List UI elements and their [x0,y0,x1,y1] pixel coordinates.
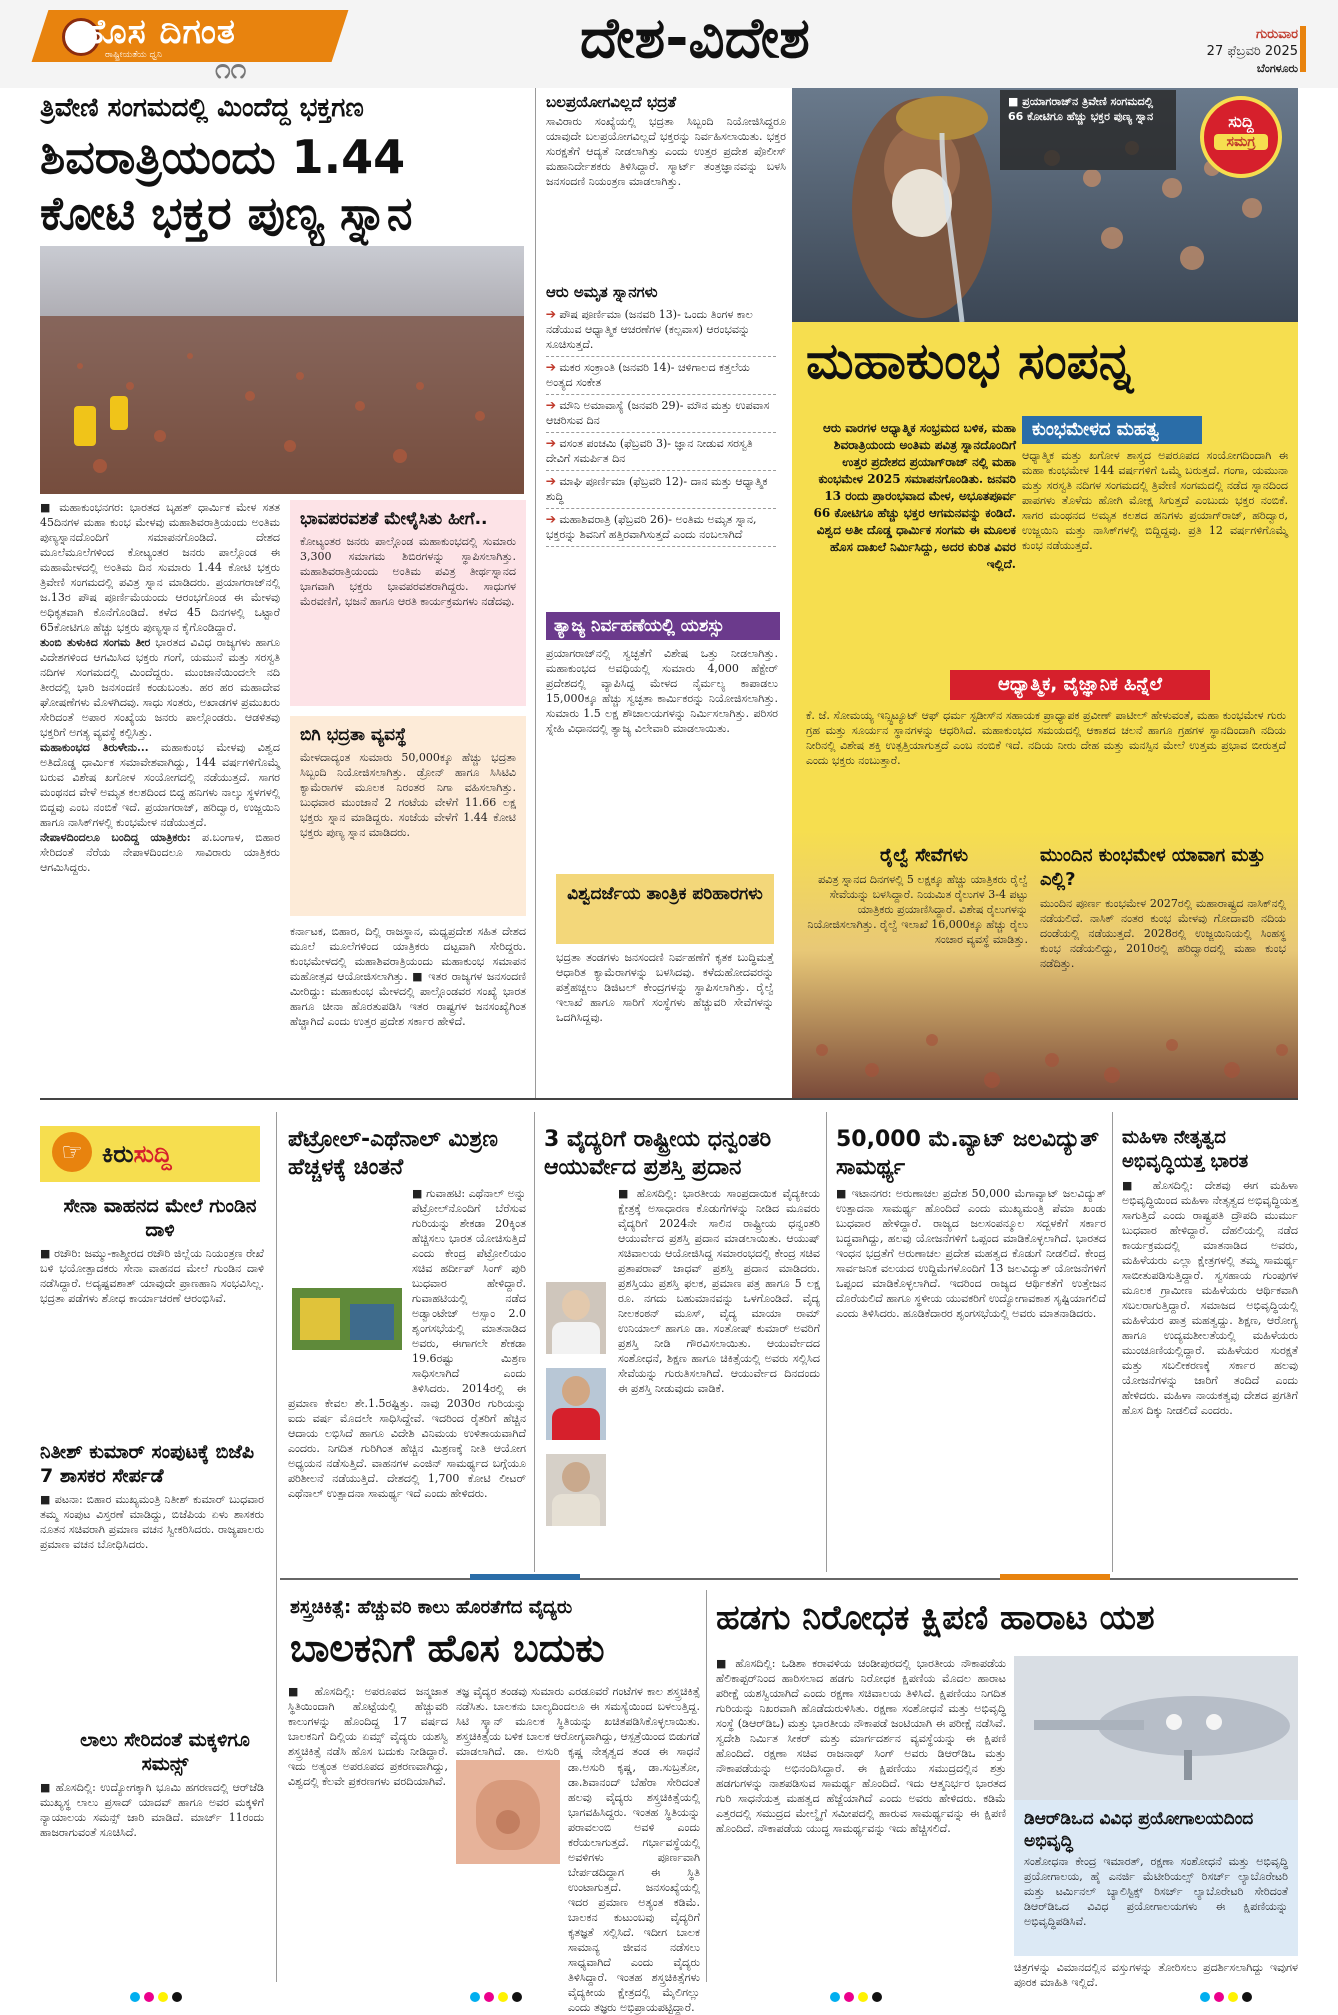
kiru-item-body: ■ ಪಟನಾ: ಬಿಹಾರ ಮುಖ್ಯಮಂತ್ರಿ ನಿತೀಶ್ ಕುಮಾರ್ ಬುಧವಾರ ತಮ್ಮ ಸಂಪುಟ ವಿಸ್ತರಣೆ ಮಾಡಿದ್ದು, ಬಿಜೆಪಿಯ ಏಳು ಶಾಸಕರು ನೂತನ ಸಚಿವರಾಗಿ ಪ್ರಮಾಣ ವಚನ ಸ್ವೀಕರಿಸಿದರು. ರಾಜ್ಯಪಾಲರು ಪ್ರಮಾಣ ವಚನ ಬೋಧಿಸಿದರು. [40,1493,264,1551]
petrol-body-text: ■ ಗುವಾಹಟಿ: ಎಥೆನಾಲ್ ಅನ್ನು ಪೆಟ್ರೋಲ್‌ನೊಂದಿಗೆ ಬೆರೆಸುವ ಗುರಿಯನ್ನು ಶೇಕಡಾ 20ಕ್ಕಿಂತ ಹೆಚ್ಚಿಸಲು ಭಾರತ ಯೋಚಿಸುತ್ತಿದೆ ಎಂದು ಕೇಂದ್ರ ಪೆಟ್ರೋಲಿಯಂ ಸಚಿವ ಹರ್ದೀಪ್ ಸಿಂಗ್ ಪುರಿ ಬುಧವಾರ ಹೇಳಿದ್ದಾರೆ. ಗುವಾಹಟಿಯಲ್ಲಿ ನಡೆದ ಅಡ್ವಾಂಟೇಜ್ ಅಸ್ಸಾಂ 2.0 ಶೃಂಗಸಭೆಯಲ್ಲಿ ಮಾತನಾಡಿದ ಅವರು, ಈಗಾಗಲೇ ಶೇಕಡಾ 19.6ರಷ್ಟು ಮಿಶ್ರಣ ಸಾಧಿಸಲಾಗಿದೆ ಎಂದು ತಿಳಿಸಿದರು. 2014ರಲ್ಲಿ ಈ ಪ್ರಮಾಣ ಕೇವಲ ಶೇ.1.5ರಷ್ಟಿತ್ತು. ನಾವು 2030ರ ಗುರಿಯನ್ನು ಐದು ವರ್ಷ ಮೊದಲೇ ಸಾಧಿಸಿದ್ದೇವೆ. ಇದರಿಂದ ರೈತರಿಗೆ ಹೆಚ್ಚಿನ ಆದಾಯ ಲಭಿಸಿದೆ ಹಾಗೂ ವಿದೇಶಿ ವಿನಿಮಯ ಉಳಿತಾಯವಾಗಿದೆ ಎಂದರು. ನಿಗದಿತ ಗುರಿಗಿಂತ ಹೆಚ್ಚಿನ ಮಿಶ್ರಣಕ್ಕೆ ನೀತಿ ಆಯೋಗ ಅಧ್ಯಯನ ನಡೆಸುತ್ತಿದೆ. ವಾಹನಗಳ ಎಂಜಿನ್ ಸಾಮರ್ಥ್ಯದ ಬಗ್ಗೆಯೂ ಪರಿಶೀಲನೆ ನಡೆಯುತ್ತಿದೆ. ದೇಶದಲ್ಲಿ 1,700 ಕೋಟಿ ಲೀಟರ್ ಎಥೆನಾಲ್ ಉತ್ಪಾದನಾ ಸಾಮರ್ಥ್ಯ ಇದೆ ಎಂದು ಹೇಳಿದರು. [288,1187,526,1500]
lead-kicker: ತ್ರಿವೇಣಿ ಸಂಗಮದಲ್ಲಿ ಮಿಂದೆದ್ದ ಭಕ್ತಗಣ [40,93,364,123]
page-number: ೧೧ [215,52,247,85]
dhanvantari-headline: 3 ವೈದ್ಯರಿಗೆ ರಾಷ್ಟ್ರೀಯ ಧನ್ವಂತರಿ ಆಯುರ್ವೇದ ಪ್ರಶಸ್ತಿ ಪ್ರದಾನ [544,1127,772,1180]
lead-body-1: ■ ಮಹಾಕುಂಭನಗರ: ಭಾರತದ ಬೃಹತ್ ಧಾರ್ಮಿಕ ಮೇಳ ಸತತ 45ದಿನಗಳ ಮಹಾ ಕುಂಭ ಮೇಳವು ಮಹಾಶಿವರಾತ್ರಿಯಂದು ಅಂತಿಮ ಪುಣ್ಯಸ್ನಾನದೊಂದಿಗೆ ಸಮಾಪನಗೊಂಡಿದೆ. ದೇಶದ ಮೂಲೆಮೂಲೆಗಳಿಂದ ಕೋಟ್ಯಂತರ ಜನರು ಪಾಲ್ಗೊಂಡ ಈ ಮಹಾಮೇಳದಲ್ಲಿ ಅಂತಿಮ ದಿನ ಸುಮಾರು 1.44 ಕೋಟಿ ಭಕ್ತರು ತ್ರಿವೇಣಿ ಸಂಗಮದಲ್ಲಿ ಪವಿತ್ರ ಸ್ನಾನ ಮಾಡಿದರು. ಪ್ರಯಾಗರಾಜ್‌ನಲ್ಲಿ ಜ.13ರ ಪೌಷ ಪೂರ್ಣಿಮೆಯಂದು ಆರಂಭಗೊಂಡ ಈ ಮೇಳವು ಅಧಿಕೃತವಾಗಿ ಕೊನೆಗೊಂಡಿದೆ. ಕಳೆದ 45 ದಿನಗಳಲ್ಲಿ ಒಟ್ಟಾರೆ 65ಕೋಟಿಗೂ ಹೆಚ್ಚು ಭಕ್ತರು ಪುಣ್ಯಸ್ನಾನ ಕೈಗೊಂಡಿದ್ದಾರೆ. [40,501,280,634]
awardee-photo [546,1454,606,1526]
baths-list [546,304,776,547]
emotion-box-body: ಕೋಟ್ಯಂತರ ಜನರು ಪಾಲ್ಗೊಂಡ ಮಹಾಕುಂಭದಲ್ಲಿ ಸುಮಾರು 3,300 ಸಮಾಗಮ ಶಿಬಿರಗಳನ್ನು ಸ್ಥಾಪಿಸಲಾಗಿತ್ತು. ಮಹಾಶಿವರಾತ್ರಿಯಂದು ಅಂತಿಮ ಪವಿತ್ರ ತೀರ್ಥಸ್ನಾನದ ಭಾಗವಾಗಿ ಭಕ್ತರು ಭಾವಪರವಶರಾಗಿದ್ದರು. ಸಾಧುಗಳ ಮೆರವಣಿಗೆ, ಭಜನೆ ಹಾಗೂ ಆರತಿ ಕಾರ್ಯಕ್ರಮಗಳು ನಡೆದವು. [300,535,516,608]
registration-marks [470,1992,522,2002]
kiru-item-title: ಸೇನಾ ವಾಹನದ ಮೇಲೆ ಗುಂಡಿನ ದಾಳಿ [63,1195,257,1241]
helicopter-image [1014,1656,1298,1800]
photo-wrap-spacer [288,1286,406,1390]
dhanvantari-body-text: ■ ಹೊಸದಿಲ್ಲಿ: ಭಾರತೀಯ ಸಾಂಪ್ರದಾಯಿಕ ವೈದ್ಯಕೀಯ ಕ್ಷೇತ್ರಕ್ಕೆ ಅಸಾಧಾರಣ ಕೊಡುಗೆಗಳನ್ನು ನೀಡಿದ ಮೂವರು ವೈದ್ಯರಿಗೆ 2024ನೇ ಸಾಲಿನ ರಾಷ್ಟ್ರೀಯ ಧನ್ವಂತರಿ ಆಯುರ್ವೇದ ಪ್ರಶಸ್ತಿ ಪ್ರದಾನ ಮಾಡಲಾಯಿತು. ಆಯುಷ್ ಸಚಿವಾಲಯ ಆಯೋಜಿಸಿದ್ದ ಸಮಾರಂಭದಲ್ಲಿ ಕೇಂದ್ರ ಸಚಿವ ಪ್ರತಾಪರಾವ್ ಜಾಧವ್ ಪ್ರಶಸ್ತಿ ಪ್ರದಾನ ಮಾಡಿದರು. ಪ್ರಶಸ್ತಿಯು ಪ್ರಶಸ್ತಿ ಫಲಕ, ಪ್ರಮಾಣ ಪತ್ರ ಹಾಗೂ 5 ಲಕ್ಷ ರೂ. ನಗದು ಬಹುಮಾನವನ್ನು ಒಳಗೊಂಡಿದೆ. ವೈದ್ಯ ನೀಲಕಂಠನ್ ಮೂಸ್, ವೈದ್ಯ ಮಾಯಾ ರಾಮ್ ಉನಿಯಾಲ್ ಹಾಗೂ ಡಾ. ಸಂತೋಷ್ ಕುಮಾರ್ ಅವರಿಗೆ ಪ್ರಶಸ್ತಿ ನೀಡಿ ಗೌರವಿಸಲಾಯಿತು. ಆಯುರ್ವೇದದ ಸಂಶೋಧನೆ, ಶಿಕ್ಷಣ ಹಾಗೂ ಚಿಕಿತ್ಸೆಯಲ್ಲಿ ಅವರು ಸಲ್ಲಿಸಿದ ಸೇವೆಯನ್ನು ಗುರುತಿಸಲಾಗಿದೆ. ಆಯುರ್ವೇದ ದಿನದಂದು ಈ ಪ್ರಶಸ್ತಿ ನೀಡುವುದು ವಾಡಿಕೆ. [618,1187,820,1395]
awardee-photo [546,1368,606,1440]
lead-body-4: ಪ.ಬಂಗಾಳ, ಬಿಹಾರ ಸೇರಿದಂತೆ ನೆರೆಯ ನೇಪಾಳದಿಂದಲೂ ಸಾವಿರಾರು ಯಾತ್ರಿಕರು ಆಗಮಿಸಿದ್ದರು. [40,831,281,874]
lead-headline-line1: ಶಿವರಾತ್ರಿಯಂದು 1.44 [40,130,406,184]
masthead-accent [1300,26,1306,72]
force-title: ಬಲಪ್ರಯೋಗವಿಲ್ಲದೆ ಭದ್ರತೆ [546,93,677,111]
surgery-headline: ಬಾಲಕನಿಗೆ ಹೊಸ ಬದುಕು [290,1626,605,1670]
column-rule [535,88,536,1098]
bath-item-text: ಮಾಘಿ ಪೂರ್ಣಿಮಾ (ಫೆಬ್ರವರಿ 12)- ದಾನ ಮತ್ತು ಆಧ್ಯಾತ್ಮಿಕ ಶುದ್ಧಿ [546,475,768,503]
lead-subhead-2: ಮಹಾಕುಂಭದ ತಿರುಳೇನು... [40,741,149,754]
col2-bottom-text: ಕರ್ನಾಟಕ, ಬಿಹಾರ, ದಿಲ್ಲಿ ರಾಜಸ್ಥಾನ, ಮಧ್ಯಪ್ರದೇಶ ಸಹಿತ ದೇಶದ ಮೂಲೆ ಮೂಲೆಗಳಿಂದ ಯಾತ್ರಿಕರು ದಟ್ಟವಾಗಿ ಸೇರಿದ್ದರು. ಕುಂಭಮೇಳದಲ್ಲಿ ಮಹಾಶಿವರಾತ್ರಿಯಂದು ಮಹಾಕುಂಭ ಸಮಾಪನ ಮಹೋತ್ಸವ ಆಯೋಜಿಸಲಾಗಿತ್ತು. ■ ಇತರ ರಾಜ್ಯಗಳ ಜನಸಂದಣಿ ಮೀರಿದ್ದು: ಮಹಾಕುಂಭ ಮೇಳದಲ್ಲಿ ಪಾಲ್ಗೊಂಡವರ ಸಂಖ್ಯೆ ಭಾರತ ಹಾಗೂ ಚೀನಾ ಹೊರತುಪಡಿಸಿ ಇತರ ರಾಷ್ಟ್ರಗಳ ಜನಸಂಖ್ಯೆಗಿಂತ ಹೆಚ್ಚಾಗಿದೆ ಎಂದು ಉತ್ತರ ಪ್ರದೇಶ ಸರ್ಕಾರ ಹೇಳಿದೆ. [290,925,526,1028]
security-box-title: ಬಿಗಿ ಭದ್ರತಾ ವ್ಯವಸ್ಥೆ [300,725,407,745]
sudhi-samagra-badge [1200,96,1282,178]
bath-item: ➔ ವಸಂತ ಪಂಚಮಿ (ಫೆಬ್ರವರಿ 3)- ಜ್ಞಾನ ನೀಡುವ ಸರಸ್ವತಿ ದೇವಿಗೆ ಸಮರ್ಪಿತ ದಿನ [546,433,776,471]
drdo-title: ಡಿಆರ್‌ಡಿಒದ ವಿವಿಧ ಪ್ರಯೋಗಾಲಯದಿಂದ ಅಭಿವೃದ್ಧಿ [1024,1809,1254,1851]
newspaper-logo: ಹೊಸ ದಿಗಂತ [80,12,236,52]
dateline-city: ಬೆಂಗಳೂರು [1256,62,1298,75]
crowd-photo [40,246,524,494]
kumbh-headline: ಮಹಾಕುಂಭ ಸಂಪನ್ನ [806,332,1134,390]
bath-item: ➔ ಮಕರ ಸಂಕ್ರಾಂತಿ (ಜನವರಿ 14)- ಚಳಿಗಾಲದ ಕತ್ತಲೆಯ ಅಂತ್ಯದ ಸಂಕೇತ [546,357,776,395]
bath-item-text: ಮಕರ ಸಂಕ್ರಾಂತಿ (ಜನವರಿ 14)- ಚಳಿಗಾಲದ ಕತ್ತಲೆಯ ಅಂತ್ಯದ ಸಂಕೇತ [546,361,750,389]
waste-title: ತ್ಯಾಜ್ಯ ನಿರ್ವಹಣೆಯಲ್ಲಿ ಯಶಸ್ಸು [546,612,780,640]
emotion-box-title: ಭಾವಪರವಶತೆ ಮೇಳೈಸಿತು ಹೀಗೆ.. [300,509,488,529]
dateline-date: 27 ಫೆಬ್ರವರಿ 2025 [1206,44,1298,59]
next-kumbh-title: ಮುಂದಿನ ಕುಂಭಮೇಳ ಯಾವಾಗ ಮತ್ತು ಎಲ್ಲಿ? [1040,845,1266,890]
bath-item-text: ಮಹಾಶಿವರಾತ್ರಿ (ಫೆಬ್ರವರಿ 26)- ಅಂತಿಮ ಅಮೃತ ಸ್ನಾನ, ಭಕ್ತರನ್ನು ಶಿವನಿಗೆ ಹತ್ತಿರವಾಗಿಸುತ್ತದೆ ಎಂದು ನಂಬಲಾಗಿದೆ [546,513,757,541]
section-divider [40,1098,1298,1100]
kiru-suddi-banner [40,1126,260,1182]
science-title: ಆಧ್ಯಾತ್ಮಿಕ, ವೈಜ್ಞಾನಿಕ ಹಿನ್ನೆಲೆ [950,670,1210,700]
section-title: ದೇಶ-ವಿದೇಶ [580,6,810,71]
missile-footer: ಚಿತ್ರಗಳನ್ನು ವಿಮಾನದಲ್ಲಿನ ವಸ್ತುಗಳನ್ನು ತೋರಿಸಲು ಪ್ರದರ್ಶಿಸಲಾಗಿದ್ದು ಇವುಗಳ ಪೂರಕ ಮಾಹಿತಿ ಇಲ್ಲಿದೆ. [1014,1961,1298,1989]
column-rule [276,1112,277,1982]
lead-body-2: ಭಾರತದ ವಿವಿಧ ರಾಜ್ಯಗಳು ಹಾಗೂ ವಿದೇಶಗಳಿಂದ ಆಗಮಿಸಿದ ಭಕ್ತರು ಗಂಗೆ, ಯಮುನೆ ಮತ್ತು ಸರಸ್ವತಿ ನದಿಗಳ ಸಂಗಮದಲ್ಲಿ ಮಿಂದೆದ್ದರು. ಮುಂಜಾನೆಯಿಂದಲೇ ನದಿ ತೀರದಲ್ಲಿ ಭಾರಿ ಜನಸಂದಣಿ ಕಂಡುಬಂತು. ಹರ ಹರ ಮಹಾದೇವ ಘೋಷಣೆಗಳು ಮೊಳಗಿದವು. ಸಾಧು ಸಂತರು, ಅಖಾಡಗಳ ಪ್ರಮುಖರು ಸೇರಿದಂತೆ ಅಪಾರ ಸಂಖ್ಯೆಯ ಜನರು ಪಾಲ್ಗೊಂಡರು. ಆಡಳಿತವು ಭಕ್ತರಿಗೆ ಅಗತ್ಯ ವ್ಯವಸ್ಥೆ ಕಲ್ಪಿಸಿತ್ತು. [40,636,280,739]
section-divider [280,1578,1298,1580]
kiru-item-body: ■ ಹೊಸದಿಲ್ಲಿ: ಉದ್ಯೋಗಕ್ಕಾಗಿ ಭೂಮಿ ಹಗರಣದಲ್ಲಿ ಆರ್‌ಜೆಡಿ ಮುಖ್ಯಸ್ಥ ಲಾಲು ಪ್ರಸಾದ್ ಯಾದವ್ ಹಾಗೂ ಅವರ ಮಕ್ಕಳಿಗೆ ನ್ಯಾಯಾಲಯ ಸಮನ್ಸ್ ಜಾರಿ ಮಾಡಿದೆ. ಮಾರ್ಚ್ 11ರಂದು ಹಾಜರಾಗುವಂತೆ ಸೂಚಿಸಿದೆ. [40,1781,264,1839]
crowd-photo-image [40,246,524,494]
kiru-suddi-label [102,1140,172,1168]
petrol-body [288,1186,526,1570]
orange-accent-bar [1000,1574,1110,1580]
tech-body: ಭದ್ರತಾ ತಂಡಗಳು ಜನಸಂದಣಿ ನಿರ್ವಹಣೆಗೆ ಕೃತಕ ಬುದ್ಧಿಮತ್ತೆ ಆಧಾರಿತ ಕ್ಯಾಮೆರಾಗಳನ್ನು ಬಳಸಿದವು. ಕಳೆದುಹೋದವರನ್ನು ಪತ್ತೆಹಚ್ಚಲು ಡಿಜಿಟಲ್ ಕೇಂದ್ರಗಳನ್ನು ಸ್ಥಾಪಿಸಲಾಗಿತ್ತು. ರೈಲ್ವೆ ಇಲಾಖೆ ಹಾಗೂ ಸಾರಿಗೆ ಸಂಸ್ಥೆಗಳು ಹೆಚ್ಚುವರಿ ಸೇವೆಗಳನ್ನು ಒದಗಿಸಿದ್ದವು. [556,951,774,1024]
tech-title: ವಿಶ್ವದರ್ಜೆಯ ತಾಂತ್ರಿಕ ಪರಿಹಾರಗಳು [567,884,763,904]
bath-item-text: ಪೌಷ ಪೂರ್ಣಿಮಾ (ಜನವರಿ 13)- ಒಂದು ತಿಂಗಳ ಕಾಲ ನಡೆಯುವ ಆಧ್ಯಾತ್ಮಿಕ ಆಚರಣೆಗಳ (ಕಲ್ಪವಾಸ) ಆರಂಭವನ್ನು ಸೂಚಿಸುತ್ತದೆ. [546,308,753,351]
dateline-day: ಗುರುವಾರ [1256,27,1298,42]
surgery-body-2: ತಜ್ಞ ವೈದ್ಯರ ತಂಡವು ಸುಮಾರು ಎರಡೂವರೆ ಗಂಟೆಗಳ ಕಾಲ ಶಸ್ತ್ರಚಿಕಿತ್ಸೆ ನಡೆಸಿತು. ಬಾಲಕನು ಬಾಲ್ಯದಿಂದಲೂ ಈ ಸಮಸ್ಯೆಯಿಂದ ಬಳಲುತ್ತಿದ್ದ. ಸಿಟಿ ಸ್ಕ್ಯಾನ್ ಮೂಲಕ ಸ್ಥಿತಿಯನ್ನು ಖಚಿತಪಡಿಸಿಕೊಳ್ಳಲಾಯಿತು. ಶಸ್ತ್ರಚಿಕಿತ್ಸೆಯ ಬಳಿಕ ಬಾಲಕ ಆರೋಗ್ಯವಾಗಿದ್ದು, ಆಸ್ಪತ್ರೆಯಿಂದ ಬಿಡುಗಡೆ ಮಾಡಲಾಗಿದೆ. ಡಾ. ಅಸುರಿ ಕೃಷ್ಣ ನೇತೃತ್ವದ ತಂಡ ಈ ಸಾಧನೆ [456,1685,700,1758]
emotion-box [290,500,526,706]
surgery-body-3: ಡಾ.ಅಸುರಿ ಕೃಷ್ಣ, ಡಾ.ಸುಬ್ರತೋ, ಡಾ.ಶಿವಾನಂದ್ ಬೆಹೆರಾ ಸೇರಿದಂತೆ ಹಲವು ವೈದ್ಯರು ಶಸ್ತ್ರಚಿಕಿತ್ಸೆಯಲ್ಲಿ ಭಾಗವಹಿಸಿದ್ದರು. ಇಂತಹ ಸ್ಥಿತಿಯನ್ನು ಪರಾವಲಂಬಿ ಅವಳಿ ಎಂದು ಕರೆಯಲಾಗುತ್ತದೆ. ಗರ್ಭಾವಸ್ಥೆಯಲ್ಲಿ ಅವಳಿಗಳು ಪೂರ್ಣವಾಗಿ ಬೇರ್ಪಡದಿದ್ದಾಗ ಈ ಸ್ಥಿತಿ ಉಂಟಾಗುತ್ತದೆ. ಜನಸಂಖ್ಯೆಯಲ್ಲಿ ಇದರ ಪ್ರಮಾಣ ಅತ್ಯಂತ ಕಡಿಮೆ. ಬಾಲಕನ ಕುಟುಂಬವು ವೈದ್ಯರಿಗೆ ಕೃತಜ್ಞತೆ ಸಲ್ಲಿಸಿದೆ. ಇದೀಗ ಬಾಲಕ ಸಾಮಾನ್ಯ ಜೀವನ ನಡೆಸಲು ಸಾಧ್ಯವಾಗಿದೆ ಎಂದು ವೈದ್ಯರು ತಿಳಿಸಿದ್ದಾರೆ. ಇಂತಹ ಶಸ್ತ್ರಚಿಕಿತ್ಸೆಗಳು ವೈದ್ಯಕೀಯ ಕ್ಷೇತ್ರದಲ್ಲಿ ಮೈಲಿಗಲ್ಲು ಎಂದು ತಜ್ಞರು ಅಭಿಪ್ರಾಯಪಟ್ಟಿದ್ದಾರೆ. [568,1761,700,2014]
bath-item: ➔ ಮಹಾಶಿವರಾತ್ರಿ (ಫೆಬ್ರವರಿ 26)- ಅಂತಿಮ ಅಮೃತ ಸ್ನಾನ, ಭಕ್ತರನ್ನು ಶಿವನಿಗೆ ಹತ್ತಿರವಾಗಿಸುತ್ತದೆ ಎಂದು ನಂಬಲಾಗಿದೆ [546,509,776,547]
pointing-hand-icon: ☞ [52,1132,92,1172]
missile-headline: ಹಡಗು ನಿರೋಧಕ ಕ್ಷಿಪಣಿ ಹಾರಾಟ ಯಶ [716,1598,1155,1638]
security-box-body: ಮೇಳದಾದ್ಯಂತ ಸುಮಾರು 50,000ಕ್ಕೂ ಹೆಚ್ಚು ಭದ್ರತಾ ಸಿಬ್ಬಂದಿ ನಿಯೋಜಿಸಲಾಗಿತ್ತು. ಡ್ರೋನ್ ಹಾಗೂ ಸಿಸಿಟಿವಿ ಕ್ಯಾಮೆರಾಗಳ ಮೂಲಕ ನಿರಂತರ ನಿಗಾ ವಹಿಸಲಾಗಿತ್ತು. ಬುಧವಾರ ಮುಂಜಾನೆ 2 ಗಂಟೆಯ ವೇಳೆಗೆ 11.66 ಲಕ್ಷ ಭಕ್ತರು ಸ್ನಾನ ಮಾಡಿದ್ದರು. ಸಂಜೆಯ ವೇಳೆಗೆ 1.44 ಕೋಟಿ ಭಕ್ತರು ಪುಣ್ಯ ಸ್ನಾನ ಮಾಡಿದರು. [300,751,516,839]
lead-subhead-1: ತುಂಬಿ ತುಳುಕಿದ ಸಂಗಮ ತೀರ [40,636,151,649]
bath-item: ➔ ಮೌನಿ ಅಮಾವಾಸ್ಯೆ (ಜನವರಿ 29)- ಮೌನ ಮತ್ತು ಉಪವಾಸ ಆಚರಿಸುವ ದಿನ [546,395,776,433]
bath-item: ➔ ಮಾಘಿ ಪೂರ್ಣಿಮಾ (ಫೆಬ್ರವರಿ 12)- ದಾನ ಮತ್ತು ಆಧ್ಯಾತ್ಮಿಕ ಶುದ್ಧಿ [546,471,776,509]
lead-subhead-3: ನೇಪಾಳದಿಂದಲೂ ಬಂದಿದ್ದ ಯಾತ್ರಿಕರು: [40,831,191,844]
bath-item-text: ವಸಂತ ಪಂಚಮಿ (ಫೆಬ್ರವರಿ 3)- ಜ್ಞಾನ ನೀಡುವ ಸರಸ್ವತಿ ದೇವಿಗೆ ಸಮರ್ಪಿತ ದಿನ [546,437,753,465]
blue-accent-bar [470,1574,580,1580]
dateline [1168,26,1298,77]
registration-marks [830,1992,882,2002]
importance-body: ಆಧ್ಯಾತ್ಮಿಕ ಮತ್ತು ಖಗೋಳ ಶಾಸ್ತ್ರದ ಅಪರೂಪದ ಸಂಯೋಗದಿಂದಾಗಿ ಈ ಮಹಾ ಕುಂಭಮೇಳ 144 ವರ್ಷಗಳಿಗೆ ಒಮ್ಮೆ ಬರುತ್ತದೆ. ಗಂಗಾ, ಯಮುನಾ ಮತ್ತು ಸರಸ್ವತಿ ನದಿಗಳ ಸಂಗಮದಲ್ಲಿ ತ್ರಿವೇಣಿ ಸಂಗಮದಲ್ಲಿ ನಡೆದ ಸ್ನಾನದಿಂದ ಪಾಪಗಳು ತೊಳೆದು ಹೋಗಿ ಮೋಕ್ಷ ಸಿಗುತ್ತದೆ ಎಂಬುದು ಭಕ್ತರ ನಂಬಿಕೆ. ಸಾಗರ ಮಂಥನದ ಅಮೃತ ಕಲಶದ ಹನಿಗಳು ಪ್ರಯಾಗ್‌ರಾಜ್, ಹರಿದ್ವಾರ, ಉಜ್ಜಯಿನಿ ಮತ್ತು ನಾಸಿಕ್‌ಗಳಲ್ಲಿ ಬಿದ್ದಿದ್ದವು. ಪ್ರತಿ 12 ವರ್ಷಗಳಿಗೊಮ್ಮೆ ಕುಂಭ ನಡೆಯುತ್ತದೆ. [1022,449,1288,552]
bath-item: ➔ ಪೌಷ ಪೂರ್ಣಿಮಾ (ಜನವರಿ 13)- ಒಂದು ತಿಂಗಳ ಕಾಲ ನಡೆಯುವ ಆಧ್ಯಾತ್ಮಿಕ ಆಚರಣೆಗಳ (ಕಲ್ಪವಾಸ) ಆರಂಭವನ್ನು ಸೂಚಿಸುತ್ತದೆ. [546,304,776,357]
drdo-box [1014,1800,1298,1956]
photo-caption: ■ ಪ್ರಯಾಗರಾಜ್‌ನ ತ್ರಿವೇಣಿ ಸಂಗಮದಲ್ಲಿ 66 ಕೋಟಿಗೂ ಹೆಚ್ಚು ಭಕ್ತರ ಪುಣ್ಯ ಸ್ನಾನ [1000,90,1176,170]
lead-body-3: ಮಹಾಕುಂಭ ಮೇಳವು ವಿಶ್ವದ ಅತಿದೊಡ್ಡ ಧಾರ್ಮಿಕ ಸಮಾವೇಶವಾಗಿದ್ದು, 144 ವರ್ಷಗಳಿಗೊಮ್ಮೆ ಬರುವ ವಿಶೇಷ ಖಗೋಳ ಸಂಯೋಗದಲ್ಲಿ ನಡೆಯುತ್ತದೆ. ಸಾಗರ ಮಂಥನದ ವೇಳೆ ಅಮೃತ ಕಲಶದಿಂದ ಬಿದ್ದ ಹನಿಗಳು ನಾಲ್ಕು ಸ್ಥಳಗಳಲ್ಲಿ ಬಿದ್ದವು ಎಂಬ ನಂಬಿಕೆ ಇದೆ. ಪ್ರಯಾಗರಾಜ್, ಹರಿದ್ವಾರ, ಉಜ್ಜಯಿನಿ ಹಾಗೂ ನಾಸಿಕ್‌ಗಳಲ್ಲಿ ಕುಂಭಮೇಳ ನಡೆಯುತ್ತದೆ. [40,741,281,829]
kiru-item-title: ಲಾಲು ಸೇರಿದಂತೆ ಮಕ್ಕಳಿಗೂ ಸಮನ್ಸ್ [80,1729,250,1775]
badge-line1: ಸುದ್ದಿ [1228,112,1254,131]
importance-title: ಕುಂಭಮೇಳದ ಮಹತ್ವ [1022,416,1202,444]
lead-headline-line2: ಕೋಟಿ ಭಕ್ತರ ಪುಣ್ಯ ಸ್ನಾನ [40,186,413,240]
column-rule [1112,1112,1113,1572]
logo-tagline: ರಾಷ್ಟ್ರೀಯತೆಯ ಧ್ವನಿ [105,50,162,60]
force-body: ಸಾವಿರಾರು ಸಂಖ್ಯೆಯಲ್ಲಿ ಭದ್ರತಾ ಸಿಬ್ಬಂದಿ ನಿಯೋಜಿಸಿದ್ದರೂ ಯಾವುದೇ ಬಲಪ್ರಯೋಗವಿಲ್ಲದೆ ಭಕ್ತರನ್ನು ನಿರ್ವಹಿಸಲಾಯಿತು. ಭಕ್ತರ ಸುರಕ್ಷತೆಗೆ ಆದ್ಯತೆ ನೀಡಲಾಗಿತ್ತು ಎಂದು ಉತ್ತರ ಪ್ರದೇಶ ಪೊಲೀಸ್ ಮಹಾನಿರ್ದೇಶಕರು ತಿಳಿಸಿದ್ದಾರೆ. ಸ್ಮಾರ್ಟ್ ತಂತ್ರಜ್ಞಾನವನ್ನು ಬಳಸಿ ಜನಸಂದಣಿ ನಿಯಂತ್ರಣ ಮಾಡಲಾಗಿತ್ತು. [546,115,786,188]
badge-line2: ಸಮಗ್ರ [1214,134,1268,150]
hydro-headline: 50,000 ಮೆ.ವ್ಯಾಟ್ ಜಲವಿದ್ಯುತ್ ಸಾಮರ್ಥ್ಯ [836,1127,1100,1180]
baths-title: ಆರು ಅಮೃತ ಸ್ನಾನಗಳು [546,283,658,301]
bath-item-text: ಮೌನಿ ಅಮಾವಾಸ್ಯೆ (ಜನವರಿ 29)- ಮೌನ ಮತ್ತು ಉಪವಾಸ ಆಚರಿಸುವ ದಿನ [546,399,770,427]
hydro-body: ■ ಇಟಾನಗರ: ಅರುಣಾಚಲ ಪ್ರದೇಶ 50,000 ಮೆಗಾವ್ಯಾಟ್ ಜಲವಿದ್ಯುತ್ ಉತ್ಪಾದನಾ ಸಾಮರ್ಥ್ಯ ಹೊಂದಿದೆ ಎಂದು ಮುಖ್ಯಮಂತ್ರಿ ಪೆಮಾ ಖಂಡು ಬುಧವಾರ ಹೇಳಿದ್ದಾರೆ. ರಾಜ್ಯದ ಜಲಸಂಪನ್ಮೂಲ ಸದ್ಬಳಕೆಗೆ ಸರ್ಕಾರ ಬದ್ಧವಾಗಿದ್ದು, ಹಲವು ಯೋಜನೆಗಳಿಗೆ ಒಪ್ಪಂದ ಮಾಡಿಕೊಳ್ಳಲಾಗಿದೆ. ಭಾರತದ ಇಂಧನ ಭದ್ರತೆಗೆ ಅರುಣಾಚಲ ಪ್ರದೇಶ ಮಹತ್ವದ ಕೊಡುಗೆ ನೀಡಲಿದೆ. ಕೇಂದ್ರ ಸಾರ್ವಜನಿಕ ವಲಯದ ಉದ್ದಿಮೆಗಳೊಂದಿಗೆ 13 ಜಲವಿದ್ಯುತ್ ಯೋಜನೆಗಳಿಗೆ ಒಪ್ಪಂದ ಮಾಡಿಕೊಳ್ಳಲಾಗಿದೆ. ಇದರಿಂದ ರಾಜ್ಯದ ಆರ್ಥಿಕತೆಗೆ ಉತ್ತೇಜನ ದೊರೆಯಲಿದೆ ಹಾಗೂ ಸ್ಥಳೀಯ ಯುವಕರಿಗೆ ಉದ್ಯೋಗಾವಕಾಶ ಸೃಷ್ಟಿಯಾಗಲಿದೆ ಎಂದು ತಿಳಿಸಿದರು. ಹೂಡಿಕೆದಾರರ ಶೃಂಗಸಭೆಯಲ್ಲಿ ಅವರು ಮಾತನಾಡಿದರು. [836,1187,1106,1320]
rail-title: ರೈಲ್ವೆ ಸೇವೆಗಳು [880,845,969,866]
kiru-item-body: ■ ರಜೌರಿ: ಜಮ್ಮು-ಕಾಶ್ಮೀರದ ರಜೌರಿ ಜಿಲ್ಲೆಯ ನಿಯಂತ್ರಣ ರೇಖೆ ಬಳಿ ಭಯೋತ್ಪಾದಕರು ಸೇನಾ ವಾಹನದ ಮೇಲೆ ಗುಂಡಿನ ದಾಳಿ ನಡೆಸಿದ್ದಾರೆ. ಅದೃಷ್ಟವಶಾತ್ ಯಾವುದೇ ಪ್ರಾಣಹಾನಿ ಸಂಭವಿಸಿಲ್ಲ. ಭದ್ರತಾ ಪಡೆಗಳು ಶೋಧ ಕಾರ್ಯಾಚರಣೆ ಆರಂಭಿಸಿವೆ. [40,1247,264,1305]
kumbh-intro: ಆರು ವಾರಗಳ ಆಧ್ಯಾತ್ಮಿಕ ಸಂಭ್ರಮದ ಬಳಿಕ, ಮಹಾ ಶಿವರಾತ್ರಿಯಂದು ಅಂತಿಮ ಪವಿತ್ರ ಸ್ನಾನದೊಂದಿಗೆ ಉತ್ತರ ಪ್ರದೇಶದ ಪ್ರಯಾಗ್‌ರಾಜ್ ನಲ್ಲಿ ಮಹಾ ಕುಂಭಮೇಳ 2025 ಸಮಾಪನಗೊಂಡಿತು. ಜನವರಿ 13 ರಂದು ಪ್ರಾರಂಭವಾದ ಮೇಳ, ಅಭೂತಪೂರ್ವ 66 ಕೋಟಿಗೂ ಹೆಚ್ಚು ಭಕ್ತರ ಆಗಮನವನ್ನು ಕಂಡಿದೆ. ವಿಶ್ವದ ಅತೀ ದೊಡ್ಡ ಧಾರ್ಮಿಕ ಸಂಗಮ ಈ ಮೂಲಕ ಹೊಸ ದಾಖಲೆ ನಿರ್ಮಿಸಿದ್ದು, ಅದರ ಕುರಿತ ವಿವರ ಇಲ್ಲಿದೆ. [813,421,1016,571]
missile-body: ■ ಹೊಸದಿಲ್ಲಿ: ಒಡಿಶಾ ಕರಾವಳಿಯ ಚಂಡೀಪುರದಲ್ಲಿ ಭಾರತೀಯ ನೌಕಾಪಡೆಯ ಹೆಲಿಕಾಪ್ಟರ್‌ನಿಂದ ಹಾರಿಸಲಾದ ಹಡಗು ನಿರೋಧಕ ಕ್ಷಿಪಣಿಯ ಮೊದಲ ಹಾರಾಟ ಪರೀಕ್ಷೆ ಯಶಸ್ವಿಯಾಗಿದೆ ಎಂದು ರಕ್ಷಣಾ ಸಚಿವಾಲಯ ತಿಳಿಸಿದೆ. ಕ್ಷಿಪಣಿಯು ನಿಗದಿತ ಗುರಿಯನ್ನು ನಿಖರವಾಗಿ ಹೊಡೆದುರುಳಿಸಿತು. ರಕ್ಷಣಾ ಸಂಶೋಧನೆ ಮತ್ತು ಅಭಿವೃದ್ಧಿ ಸಂಸ್ಥೆ (ಡಿಆರ್‌ಡಿಒ) ಮತ್ತು ಭಾರತೀಯ ನೌಕಾಪಡೆ ಜಂಟಿಯಾಗಿ ಈ ಪರೀಕ್ಷೆ ನಡೆಸಿವೆ. ಸ್ವದೇಶಿ ನಿರ್ಮಿತ ಸೀಕರ್ ಮತ್ತು ಮಾರ್ಗದರ್ಶನ ವ್ಯವಸ್ಥೆಯನ್ನು ಈ ಕ್ಷಿಪಣಿ ಹೊಂದಿದೆ. ರಕ್ಷಣಾ ಸಚಿವ ರಾಜನಾಥ್ ಸಿಂಗ್ ಅವರು ಡಿಆರ್‌ಡಿಒ ಮತ್ತು ನೌಕಾಪಡೆಯನ್ನು ಅಭಿನಂದಿಸಿದ್ದಾರೆ. ಈ ಕ್ಷಿಪಣಿಯು ಸಮುದ್ರದಲ್ಲಿನ ಶತ್ರು ಹಡಗುಗಳನ್ನು ನಾಶಪಡಿಸುವ ಸಾಮರ್ಥ್ಯ ಹೊಂದಿದೆ. ಇದು ಆತ್ಮನಿರ್ಭರ ಭಾರತದ ಗುರಿ ಸಾಧನೆಯತ್ತ ಮಹತ್ವದ ಹೆಜ್ಜೆಯಾಗಿದೆ ಎಂದು ಅವರು ಹೇಳಿದರು. ಕಡಿಮೆ ಎತ್ತರದಲ್ಲಿ ಸಮುದ್ರದ ಮೇಲ್ಮೈಗೆ ಸಮೀಪದಲ್ಲಿ ಹಾರುವ ಸಾಮರ್ಥ್ಯವನ್ನು ಈ ಕ್ಷಿಪಣಿ ಹೊಂದಿದೆ. ನೌಕಾಪಡೆಯ ಯುದ್ಧ ಸಾಮರ್ಥ್ಯವನ್ನು ಇದು ಹೆಚ್ಚಿಸಲಿದೆ. [716,1657,1006,1835]
surgery-kicker: ಶಸ್ತ್ರಚಿಕಿತ್ಸೆ: ಹೆಚ್ಚುವರಿ ಕಾಲು ಹೊರತೆಗೆದ ವೈದ್ಯರು [290,1597,573,1618]
kiru-label-b: ಸುದ್ದಿ [133,1140,172,1168]
science-body: ಕೆ. ಜೆ. ಸೋಮಯ್ಯ ಇನ್ಸ್ಟಿಟ್ಯೂಟ್ ಆಫ್ ಧರ್ಮ ಸ್ಟಡೀಸ್‌ನ ಸಹಾಯಕ ಪ್ರಾಧ್ಯಾಪಕ ಪ್ರವೀಣ್ ಪಾಟೀಲ್ ಹೇಳುವಂತೆ, ಮಹಾ ಕುಂಭಮೇಳ ಗುರು ಗ್ರಹ ಮತ್ತು ಸೂರ್ಯನ ಸ್ಥಾನಗಳನ್ನು ಆಧರಿಸಿದೆ. ಮಹಾಕುಂಭದ ಸಮಯದಲ್ಲಿ ಆಕಾಶದ ಚಲನೆ ಹಾಗೂ ಗ್ರಹಗಳ ಸ್ಥಾನದಿಂದಾಗಿ ನದಿಯ ನೀರಿನಲ್ಲಿ ವಿಶೇಷ ಶಕ್ತಿ ಉತ್ಪತ್ತಿಯಾಗುತ್ತದೆ ಎಂಬ ನಂಬಿಕೆ ಇದೆ. ನದಿಯ ನೀರು ದೇಹ ಮತ್ತು ಮನಸ್ಸಿನ ಮೇಲೆ ಉತ್ತಮ ಪ್ರಭಾವ ಬೀರುತ್ತದೆ ಎಂದು ಭಕ್ತರು ನಂಬುತ್ತಾರೆ. [806,709,1286,767]
column-rule [534,1112,535,1572]
surgery-body-1: ■ ಹೊಸದಿಲ್ಲಿ: ಅಪರೂಪದ ಜನ್ಮಜಾತ ಸ್ಥಿತಿಯಿಂದಾಗಿ ಹೊಟ್ಟೆಯಲ್ಲಿ ಹೆಚ್ಚುವರಿ ಕಾಲುಗಳನ್ನು ಹೊಂದಿದ್ದ 17 ವರ್ಷದ ಬಾಲಕನಿಗೆ ದಿಲ್ಲಿಯ ಏಮ್ಸ್ ವೈದ್ಯರು ಯಶಸ್ವಿ ಶಸ್ತ್ರಚಿಕಿತ್ಸೆ ನಡೆಸಿ ಹೊಸ ಬದುಕು ನೀಡಿದ್ದಾರೆ. ಇದು ಅತ್ಯಂತ ಅಪರೂಪದ ಪ್ರಕರಣವಾಗಿದ್ದು, ವಿಶ್ವದಲ್ಲಿ ಕೆಲವೇ ಪ್ರಕರಣಗಳು ವರದಿಯಾಗಿವೆ. [288,1685,448,1788]
registration-marks [1200,1992,1252,2002]
drdo-body: ಸಂಶೋಧನಾ ಕೇಂದ್ರ ಇಮಾರತ್, ರಕ್ಷಣಾ ಸಂಶೋಧನೆ ಮತ್ತು ಅಭಿವೃದ್ಧಿ ಪ್ರಯೋಗಾಲಯ, ಹೈ ಎನರ್ಜಿ ಮೆಟೀರಿಯಲ್ಸ್ ರಿಸರ್ಚ್ ಲ್ಯಾಬೊರೇಟರಿ ಮತ್ತು ಟರ್ಮಿನಲ್ ಬ್ಯಾಲಿಸ್ಟಿಕ್ಸ್ ರಿಸರ್ಚ್ ಲ್ಯಾಬೊರೇಟರಿ ಸೇರಿದಂತೆ ಡಿಆರ್‌ಡಿಒದ ವಿವಿಧ ಪ್ರಯೋಗಾಲಯಗಳು ಈ ಕ್ಷಿಪಣಿಯನ್ನು ಅಭಿವೃದ್ಧಿಪಡಿಸಿವೆ. [1024,1855,1288,1928]
awardee-photo [546,1282,606,1354]
registration-marks [130,1992,182,2002]
next-kumbh-body: ಮುಂದಿನ ಪೂರ್ಣ ಕುಂಭಮೇಳ 2027ರಲ್ಲಿ ಮಹಾರಾಷ್ಟ್ರದ ನಾಸಿಕ್‌ನಲ್ಲಿ ನಡೆಯಲಿದೆ. ನಾಸಿಕ್ ನಂತರ ಕುಂಭ ಮೇಳವು ಗೋದಾವರಿ ನದಿಯ ದಂಡೆಯಲ್ಲಿ ನಡೆಯುತ್ತದೆ. 2028ರಲ್ಲಿ ಉಜ್ಜಯಿನಿಯಲ್ಲಿ ಸಿಂಹಸ್ಥ ಕುಂಭ ನಡೆಯಲಿದ್ದು, 2010ರಲ್ಲಿ ಹರಿದ್ವಾರದಲ್ಲಿ ಮಹಾ ಕುಂಭ ನಡೆದಿತ್ತು. [1040,897,1286,970]
lead-body-column [40,500,280,1090]
kiru-item-title: ನಿತೀಶ್ ಕುಮಾರ್ ಸಂಪುಟಕ್ಕೆ ಬಿಜೆಪಿ 7 ಶಾಸಕರ ಸೇರ್ಪಡೆ [40,1441,255,1487]
kiru-label-a: ಕಿರು [102,1140,134,1168]
rail-body: ಪವಿತ್ರ ಸ್ನಾನದ ದಿನಗಳಲ್ಲಿ 5 ಲಕ್ಷಕ್ಕೂ ಹೆಚ್ಚು ಯಾತ್ರಿಕರು ರೈಲ್ವೆ ಸೇವೆಯನ್ನು ಬಳಸಿದ್ದಾರೆ. ನಿಯಮಿತ ರೈಲುಗಳ 3-4 ಪಟ್ಟು ಯಾತ್ರಿಕರು ಪ್ರಯಾಣಿಸಿದ್ದಾರೆ. ವಿಶೇಷ ರೈಲುಗಳನ್ನು ನಿಯೋಜಿಸಲಾಗಿತ್ತು. ರೈಲ್ವೆ ಇಲಾಖೆ 16,000ಕ್ಕೂ ಹೆಚ್ಚು ರೈಲು ಸಂಚಾರ ವ್ಯವಸ್ಥೆ ಮಾಡಿತ್ತು. [807,873,1028,946]
column-rule [706,1590,707,1982]
patient-photo [456,1760,560,1864]
tech-title-box [556,874,774,944]
women-headline: ಮಹಿಳಾ ನೇತೃತ್ವದ ಅಭಿವೃದ್ಧಿಯತ್ತ ಭಾರತ [1122,1127,1249,1172]
column-rule [826,1112,827,1572]
security-box [290,716,526,916]
petrol-headline: ಪೆಟ್ರೋಲ್-ಎಥೆನಾಲ್ ಮಿಶ್ರಣ ಹೆಚ್ಚಳಕ್ಕೆ ಚಿಂತನೆ [288,1127,498,1180]
waste-body: ಪ್ರಯಾಗರಾಜ್‌ನಲ್ಲಿ ಸ್ವಚ್ಛತೆಗೆ ವಿಶೇಷ ಒತ್ತು ನೀಡಲಾಗಿತ್ತು. ಮಹಾಕುಂಭದ ಅವಧಿಯಲ್ಲಿ ಸುಮಾರು 4,000 ಹೆಕ್ಟೇರ್ ಪ್ರದೇಶದಲ್ಲಿ ವ್ಯಾಪಿಸಿದ್ದ ಮೇಳದ ನೈರ್ಮಲ್ಯ ಕಾಪಾಡಲು 15,000ಕ್ಕೂ ಹೆಚ್ಚು ಸ್ವಚ್ಛತಾ ಕಾರ್ಮಿಕರನ್ನು ನಿಯೋಜಿಸಲಾಗಿತ್ತು. ಸುಮಾರು 1.5 ಲಕ್ಷ ಶೌಚಾಲಯಗಳನ್ನು ನಿರ್ಮಿಸಲಾಗಿತ್ತು. ಪರಿಸರ ಸ್ನೇಹಿ ವಿಧಾನದಲ್ಲಿ ತ್ಯಾಜ್ಯ ವಿಲೇವಾರಿ ಮಾಡಲಾಯಿತು. [546,647,778,735]
helicopter-photo [1014,1656,1298,1800]
women-body: ■ ಹೊಸದಿಲ್ಲಿ: ದೇಶವು ಈಗ ಮಹಿಳಾ ಅಭಿವೃದ್ಧಿಯಿಂದ ಮಹಿಳಾ ನೇತೃತ್ವದ ಅಭಿವೃದ್ಧಿಯತ್ತ ಸಾಗುತ್ತಿದೆ ಎಂದು ರಾಷ್ಟ್ರಪತಿ ದ್ರೌಪದಿ ಮುರ್ಮು ಬುಧವಾರ ಹೇಳಿದ್ದಾರೆ. ದೆಹಲಿಯಲ್ಲಿ ನಡೆದ ಕಾರ್ಯಕ್ರಮದಲ್ಲಿ ಮಾತನಾಡಿದ ಅವರು, ಮಹಿಳೆಯರು ಎಲ್ಲಾ ಕ್ಷೇತ್ರಗಳಲ್ಲಿ ತಮ್ಮ ಸಾಮರ್ಥ್ಯ ಸಾಬೀತುಪಡಿಸುತ್ತಿದ್ದಾರೆ. ಸ್ವಸಹಾಯ ಗುಂಪುಗಳ ಮೂಲಕ ಗ್ರಾಮೀಣ ಮಹಿಳೆಯರು ಆರ್ಥಿಕವಾಗಿ ಸಬಲರಾಗುತ್ತಿದ್ದಾರೆ. ಸಮಾಜದ ಅಭಿವೃದ್ಧಿಯಲ್ಲಿ ಮಹಿಳೆಯರ ಪಾತ್ರ ಮಹತ್ವದ್ದು. ಶಿಕ್ಷಣ, ಆರೋಗ್ಯ ಹಾಗೂ ಉದ್ಯಮಶೀಲತೆಯಲ್ಲಿ ಮಹಿಳೆಯರು ಮುಂಚೂಣಿಯಲ್ಲಿದ್ದಾರೆ. ಮಹಿಳೆಯರ ಸುರಕ್ಷತೆ ಮತ್ತು ಸಬಲೀಕರಣಕ್ಕೆ ಸರ್ಕಾರ ಹಲವು ಯೋಜನೆಗಳನ್ನು ಜಾರಿಗೆ ತಂದಿದೆ ಎಂದು ಹೇಳಿದರು. ಮಹಿಳಾ ನಾಯಕತ್ವವು ದೇಶದ ಪ್ರಗತಿಗೆ ಹೊಸ ದಿಕ್ಕು ನೀಡಲಿದೆ ಎಂದರು. [1122,1179,1298,1417]
